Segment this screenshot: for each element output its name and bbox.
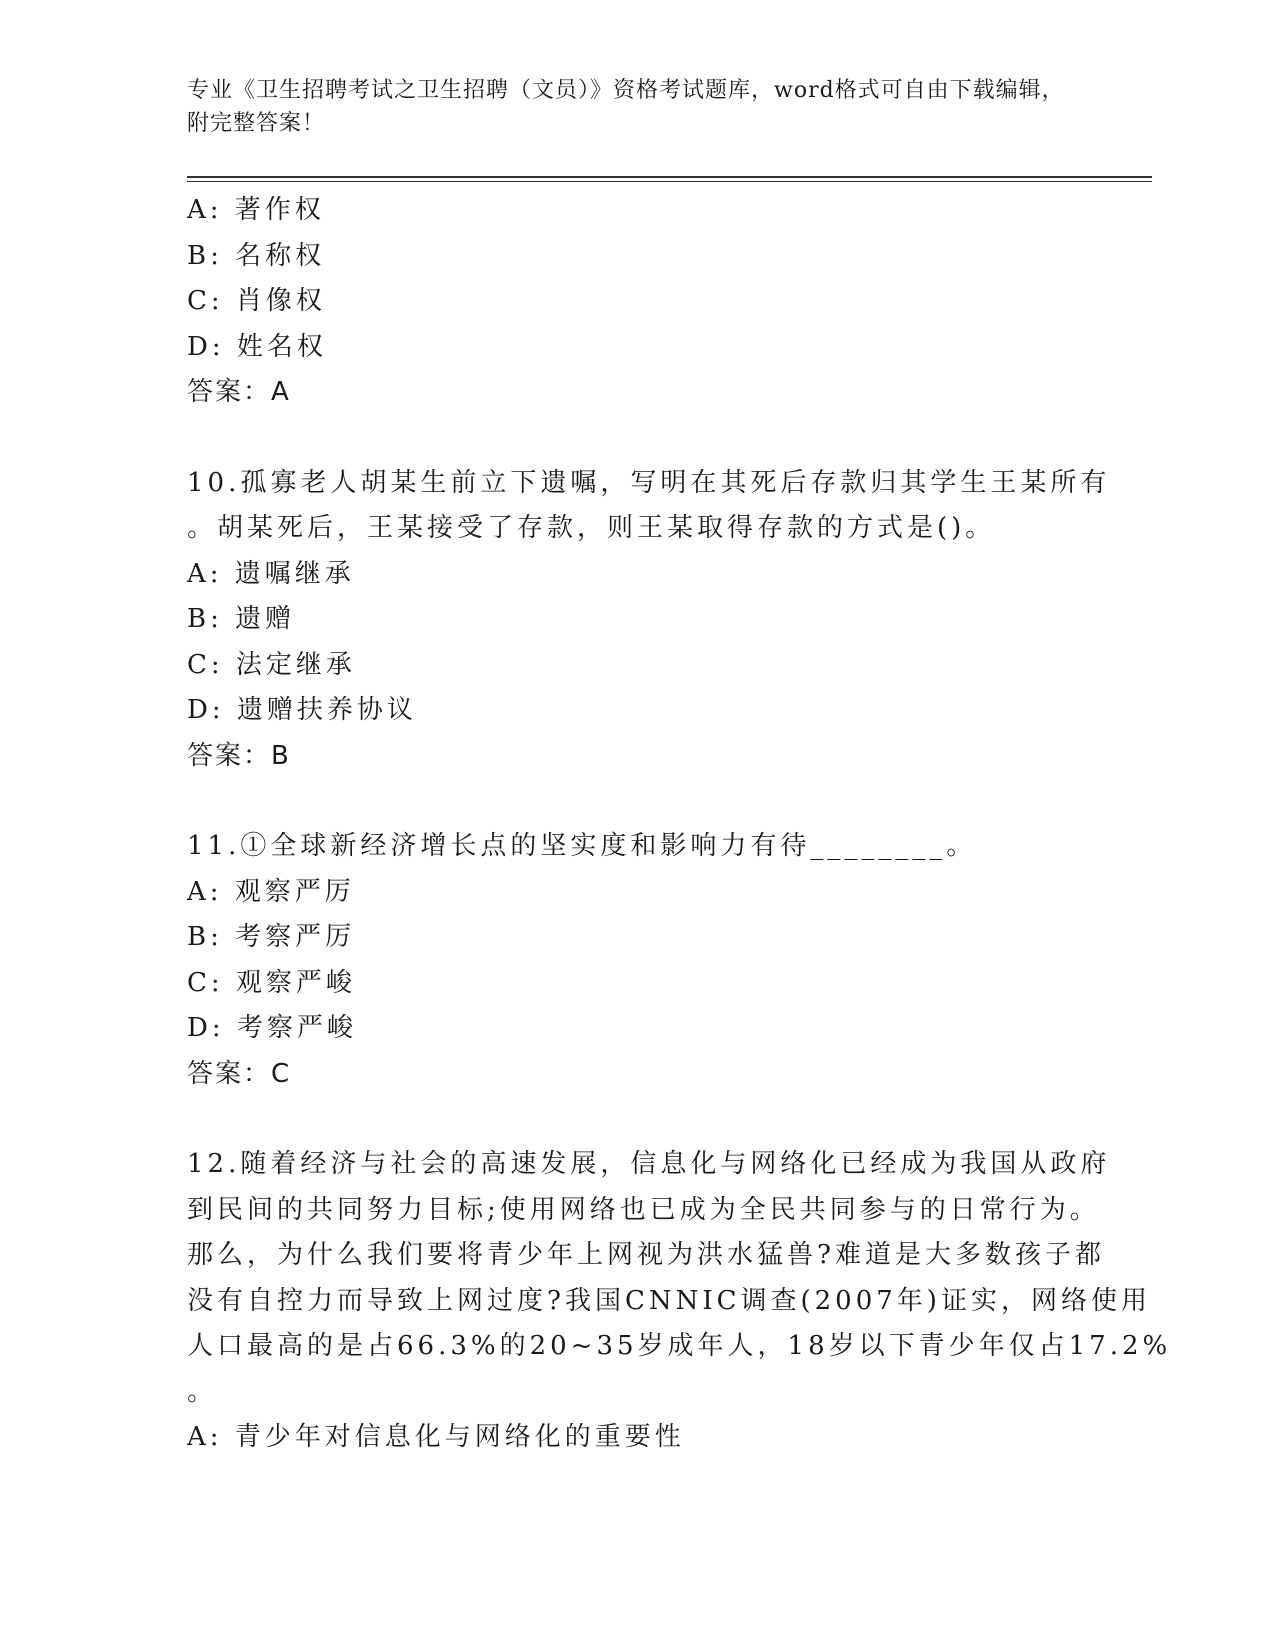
answer-line: 答案：A bbox=[187, 377, 291, 407]
header-divider-thin bbox=[187, 181, 1152, 182]
question-9-options bbox=[187, 188, 1087, 416]
option-b: B: 考察严厉 bbox=[187, 922, 356, 952]
option-d: D: 遗赠扶养协议 bbox=[187, 695, 417, 725]
option-a: A: 观察严厉 bbox=[187, 876, 355, 907]
question-12-stem-line-2: 到民间的共同努力目标;使用网络也已成为全民共同参与的日常行为。 bbox=[187, 1194, 1100, 1225]
question-11-stem-line-1: 11.①全球新经济增长点的坚实度和影响力有待________。 bbox=[187, 831, 977, 861]
option-a: A: 遗嘱继承 bbox=[187, 558, 355, 589]
question-11 bbox=[187, 824, 1087, 1097]
question-10-stem-line-2: 。胡某死后，王某接受了存款，则王某取得存款的方式是()。 bbox=[187, 513, 996, 543]
option-c: C: 肖像权 bbox=[187, 286, 326, 316]
spacer bbox=[187, 779, 1087, 824]
question-12-stem-line-6: 。 bbox=[187, 1376, 218, 1407]
option-b: B: 名称权 bbox=[187, 240, 326, 271]
question-10 bbox=[187, 461, 1111, 780]
spacer bbox=[187, 1097, 1087, 1142]
option-b: B: 遗赠 bbox=[187, 604, 296, 634]
document-header-intro: 专业《卫生招聘考试之卫生招聘（文员）》资格考试题库，word格式可自由下载编辑，附完整答案！ bbox=[187, 78, 1065, 136]
answer-line: 答案：B bbox=[187, 740, 291, 771]
option-d: D: 考察严峻 bbox=[187, 1013, 357, 1043]
question-12-stem-line-3: 那么，为什么我们要将青少年上网视为洪水猛兽?难道是大多数孩子都 bbox=[187, 1240, 1105, 1270]
question-12 bbox=[187, 1142, 1172, 1461]
option-c: C: 法定继承 bbox=[187, 649, 356, 680]
option-a: A: 青少年对信息化与网络化的重要性 bbox=[187, 1422, 685, 1452]
option-a: A: 著作权 bbox=[187, 195, 325, 225]
question-12-stem-line-5: 人口最高的是占66.3%的20~35岁成年人，18岁以下青少年仅占17.2% bbox=[187, 1331, 1172, 1361]
option-d: D: 姓名权 bbox=[187, 331, 327, 362]
question-content bbox=[187, 188, 1172, 1461]
question-12-stem-line-4: 没有自控力而导致上网过度?我国CNNIC调查(2007年)证实，网络使用 bbox=[187, 1285, 1151, 1316]
question-10-stem-line-1: 10.孤寡老人胡某生前立下遗嘱，写明在其死后存款归其学生王某所有 bbox=[187, 467, 1111, 498]
answer-line: 答案：C bbox=[187, 1058, 292, 1089]
spacer bbox=[187, 416, 1087, 461]
option-c: C: 观察严峻 bbox=[187, 967, 356, 998]
header-divider-thick bbox=[187, 176, 1152, 178]
question-12-stem-line-1: 12.随着经济与社会的高速发展，信息化与网络化已经成为我国从政府 bbox=[187, 1149, 1111, 1179]
